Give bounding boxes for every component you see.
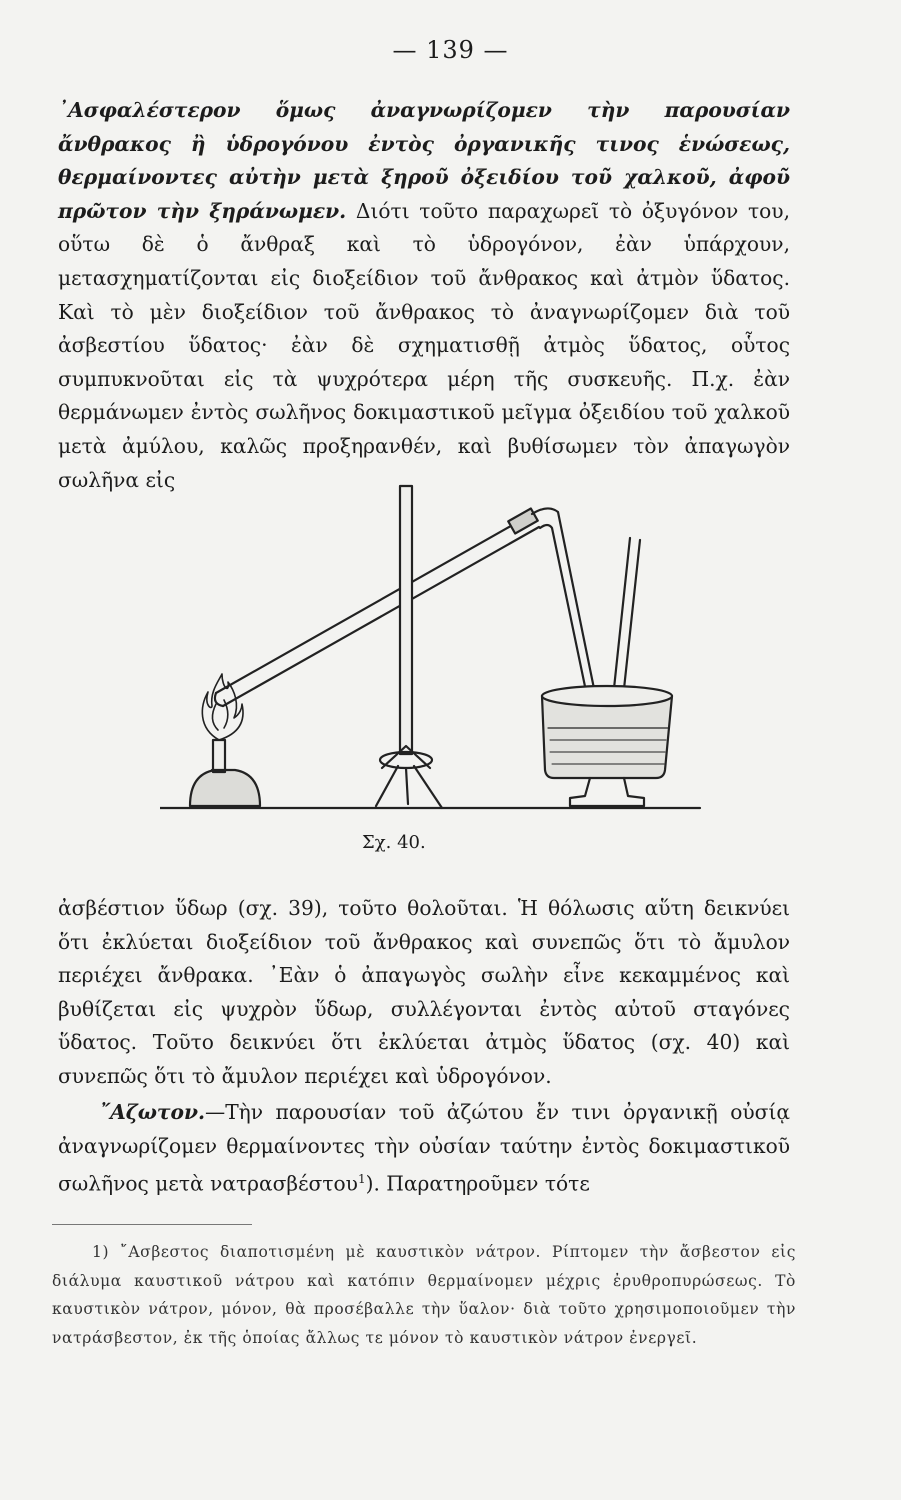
paragraph-1-body: Διότι τοῦτο παραχωρεῖ τὸ ὀξυγόνον του, οὕτω δὲ ὁ ἄνθραξ καὶ τὸ ὑδρογόνον, ἐὰν ὑπάρχουν, μετασχηματίζονται εἰς διοξείδιον τοῦ ἄνθρακος καὶ ἀτμὸν ὕδατος. Καὶ τὸ μὲν διοξείδιον τοῦ ἄνθρακος τὸ ἀναγνωρίζομεν διὰ τοῦ ἀσβεστίου ὕδατος· ἐὰν δὲ σχηματισθῇ ἀτμὸς ὕδατος, οὗτος συμπυκνοῦται εἰς τὰ ψυχρότερα μέρη τῆς συσκευῆς. Π.χ. ἐὰν θερμάνωμεν ἐντὸς σωλῆνος δοκιμαστικοῦ μεῖγμα ὀξειδίου τοῦ χαλκοῦ μετὰ ἀμύλου, καλῶς προξηρανθέν, καὶ βυθίσωμεν τὸν ἀπαγωγὸν σωλῆνα εἰς (58, 198, 790, 492)
apparatus-figure (160, 478, 720, 828)
paragraph-3 (58, 1096, 790, 1202)
paragraph-2: ἀσβέστιον ὕδωρ (σχ. 39), τοῦτο θολοῦται. Ἡ θόλωσις αὕτη δεικνύει ὅτι ἐκλύεται διοξείδιον τοῦ ἄνθρακος καὶ συνεπῶς ὅτι τὸ ἄμυλον περιέχει ἄνθρακα. ᾿Εὰν ὁ ἀπαγωγὸς σωλὴν εἶνε κεκαμμένος καὶ βυθίζεται εἰς ψυχρὸν ὕδωρ, συλλέγονται ἐντὸς αὐτοῦ σταγόνες ὕδατος. Τοῦτο δεικνύει ὅτι ἐκλύεται ἀτμὸς ὕδατος (σχ. 40) καὶ συνεπῶς ὅτι τὸ ἄμυλον περιέχει καὶ ὑδρογόνον. (58, 896, 790, 1088)
page-number: — 139 — (392, 36, 509, 64)
burner (190, 740, 260, 806)
footnote-divider (52, 1224, 252, 1225)
paragraph-3-body: —Τὴν παρουσίαν τοῦ ἀζώτου ἔν τινι ὀργανικῇ οὐσίᾳ ἀναγνωρίζομεν θερμαίνοντες τὴν οὐσίαν ταύτην ἐντὸς δοκιμαστικοῦ σωλῆνος μετὰ νατρασβέστου (58, 1100, 790, 1196)
paragraph-1-lead: ᾿Ασφαλέστερον ὅμως ἀναγνωρίζομεν τὴν παρουσίαν ἄνθρακος ἢ ὑδρογόνου ἐντὸς ὀργανικῆς τινος ἑνώσεως, θερμαίνοντες αὐτὴν μετὰ ξηροῦ ὀξειδίου τοῦ χαλκοῦ, ἀφοῦ πρῶτον τὴν ξηράνωμεν. (58, 98, 790, 223)
paragraph-1 (58, 94, 790, 497)
footnote (52, 1238, 796, 1352)
figure-caption: Σχ. 40. (362, 832, 426, 853)
paragraph-3-tail: ). Παρατηροῦμεν τότε (365, 1171, 590, 1196)
stand (376, 486, 442, 808)
footnote-reference: 1 (357, 1172, 366, 1187)
beaker (542, 686, 672, 806)
azote-heading: ῎Αζωτον. (100, 1100, 206, 1124)
footnote-text: ῎Ασβεστος διαποτισμένη μὲ καυστικὸν νάτρον. Ρίπτομεν τὴν ἄσβεστον εἰς διάλυμα καυστικοῦ νάτρου καὶ κατόπιν θερμαίνομεν μέχρις ἐρυθροπυρώσεως. Τὸ καυστικὸν νάτρον, μόνον, θὰ προσέβαλλε τὴν ὕαλον· διὰ τοῦτο χρησιμοποιοῦμεν τὴν νατράσβεστον, ἐκ τῆς ὁποίας ἄλλως τε μόνον τὸ καυστικὸν νάτρον ἐνεργεῖ. (52, 1243, 796, 1347)
test-tube (215, 509, 539, 706)
footnote-marker: 1) (92, 1243, 110, 1261)
